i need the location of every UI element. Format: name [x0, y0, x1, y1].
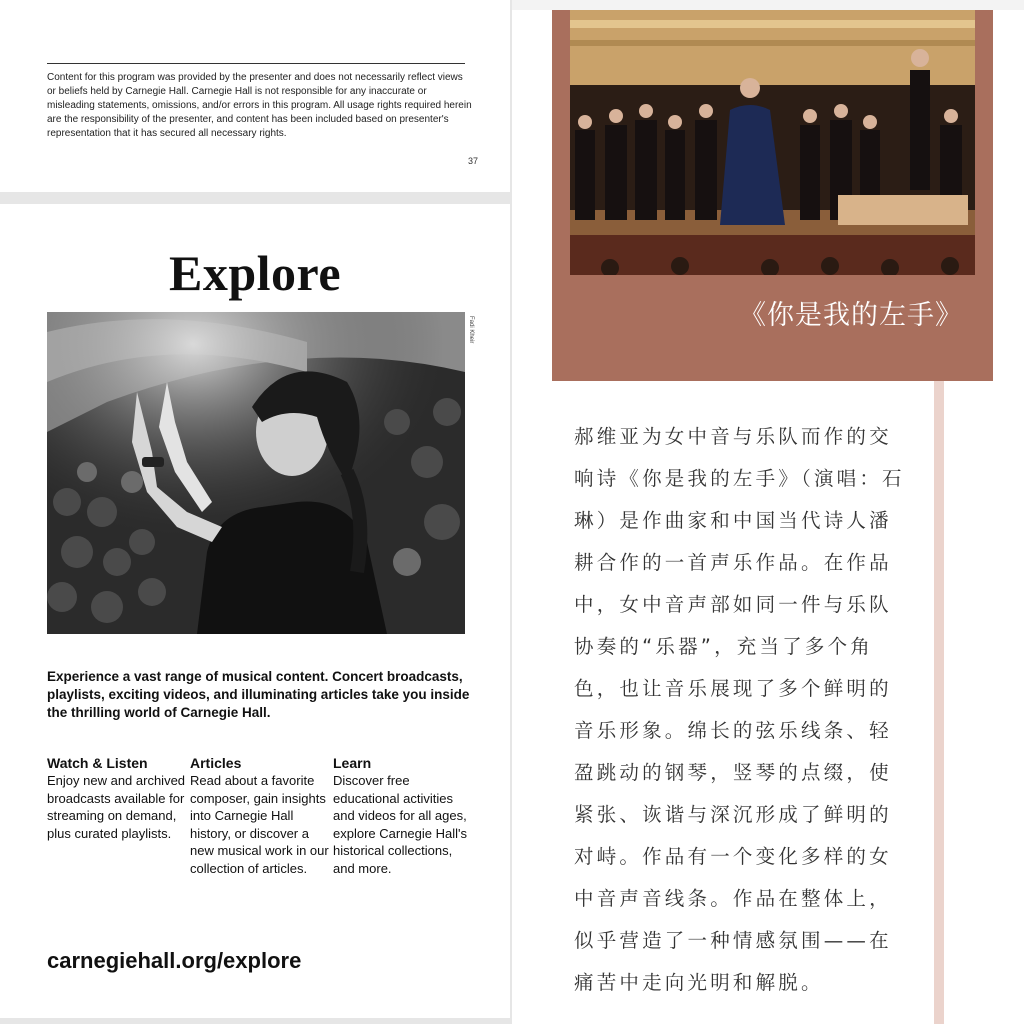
page-title: Explore	[168, 245, 342, 301]
page-number: 37	[468, 156, 479, 166]
paragraph-text: 郝维亚为女中音与乐队而作的交响诗《你是我的左手》（演唱：石琳）是作曲家和中国当代诗人潘耕合作的一首声乐作品。在作品中，女中音声部如同一件与乐队协奏的“乐器”，充当了多个角色，也让音乐展现了多个鲜明的音乐形象。绵长的弦乐线条、轻盈跳动的钢琴，竖琴的点缀，使紧张、诙谐与深沉形成了鲜明的对峙。作品有一个变化多样的女中音声音线条。作品在整体上，似乎营造了一种情感氛围——在痛苦中走向光明和解脱。	[574, 425, 905, 994]
photo-credit: Fadi Kheir	[468, 316, 474, 344]
decorative-side-bar	[934, 381, 944, 1024]
program-page-37	[0, 0, 510, 192]
explore-url-link[interactable]: carnegiehall.org/explore	[47, 948, 302, 973]
feature-body: Discover free educational activities and videos for all ages, explore Carnegie Hall's historical collections, and more.	[333, 773, 467, 876]
song-title: 《你是我的左手》	[739, 300, 963, 331]
stage-photo-illustration	[570, 10, 975, 275]
concert-stage-photo	[570, 10, 975, 275]
explore-page	[0, 204, 510, 1018]
feature-title: Articles	[190, 755, 242, 771]
song-header-panel	[552, 10, 993, 381]
intro-text: Experience a vast range of musical content. Concert broadcasts, playlists, exciting videos, and illuminating articles take you inside the thrilling world of Carnegie Hall.	[47, 669, 470, 720]
audience-photo-illustration	[47, 312, 465, 634]
feature-body: Enjoy new and archived broadcasts available for streaming on demand, plus curated playlists.	[47, 773, 186, 841]
top-strip	[512, 0, 1024, 10]
feature-learn	[333, 754, 473, 877]
divider	[47, 63, 465, 64]
feature-title: Learn	[333, 755, 372, 771]
article-paragraph	[574, 416, 914, 1004]
feature-body: Read about a favorite composer, gain insights into Carnegie Hall history, or discover a new musical work in our collection of articles.	[190, 773, 329, 876]
feature-articles	[190, 754, 330, 877]
feature-watch-listen	[47, 754, 187, 842]
disclaimer-text: Content for this program was provided by the presenter and does not necessarily reflect views or beliefs held by Carnegie Hall. Carnegie Hall is not responsible for any inaccurate or misleading statements, omissions, and/or errors in this program. All usage rights required herein are the responsibility of the presenter, and content has been included based on presenter's representation that it has secured all necessary rights.	[47, 72, 472, 139]
right-article-page	[512, 0, 1024, 1024]
feature-title: Watch & Listen	[47, 755, 148, 771]
audience-clapping-photo	[47, 312, 465, 634]
